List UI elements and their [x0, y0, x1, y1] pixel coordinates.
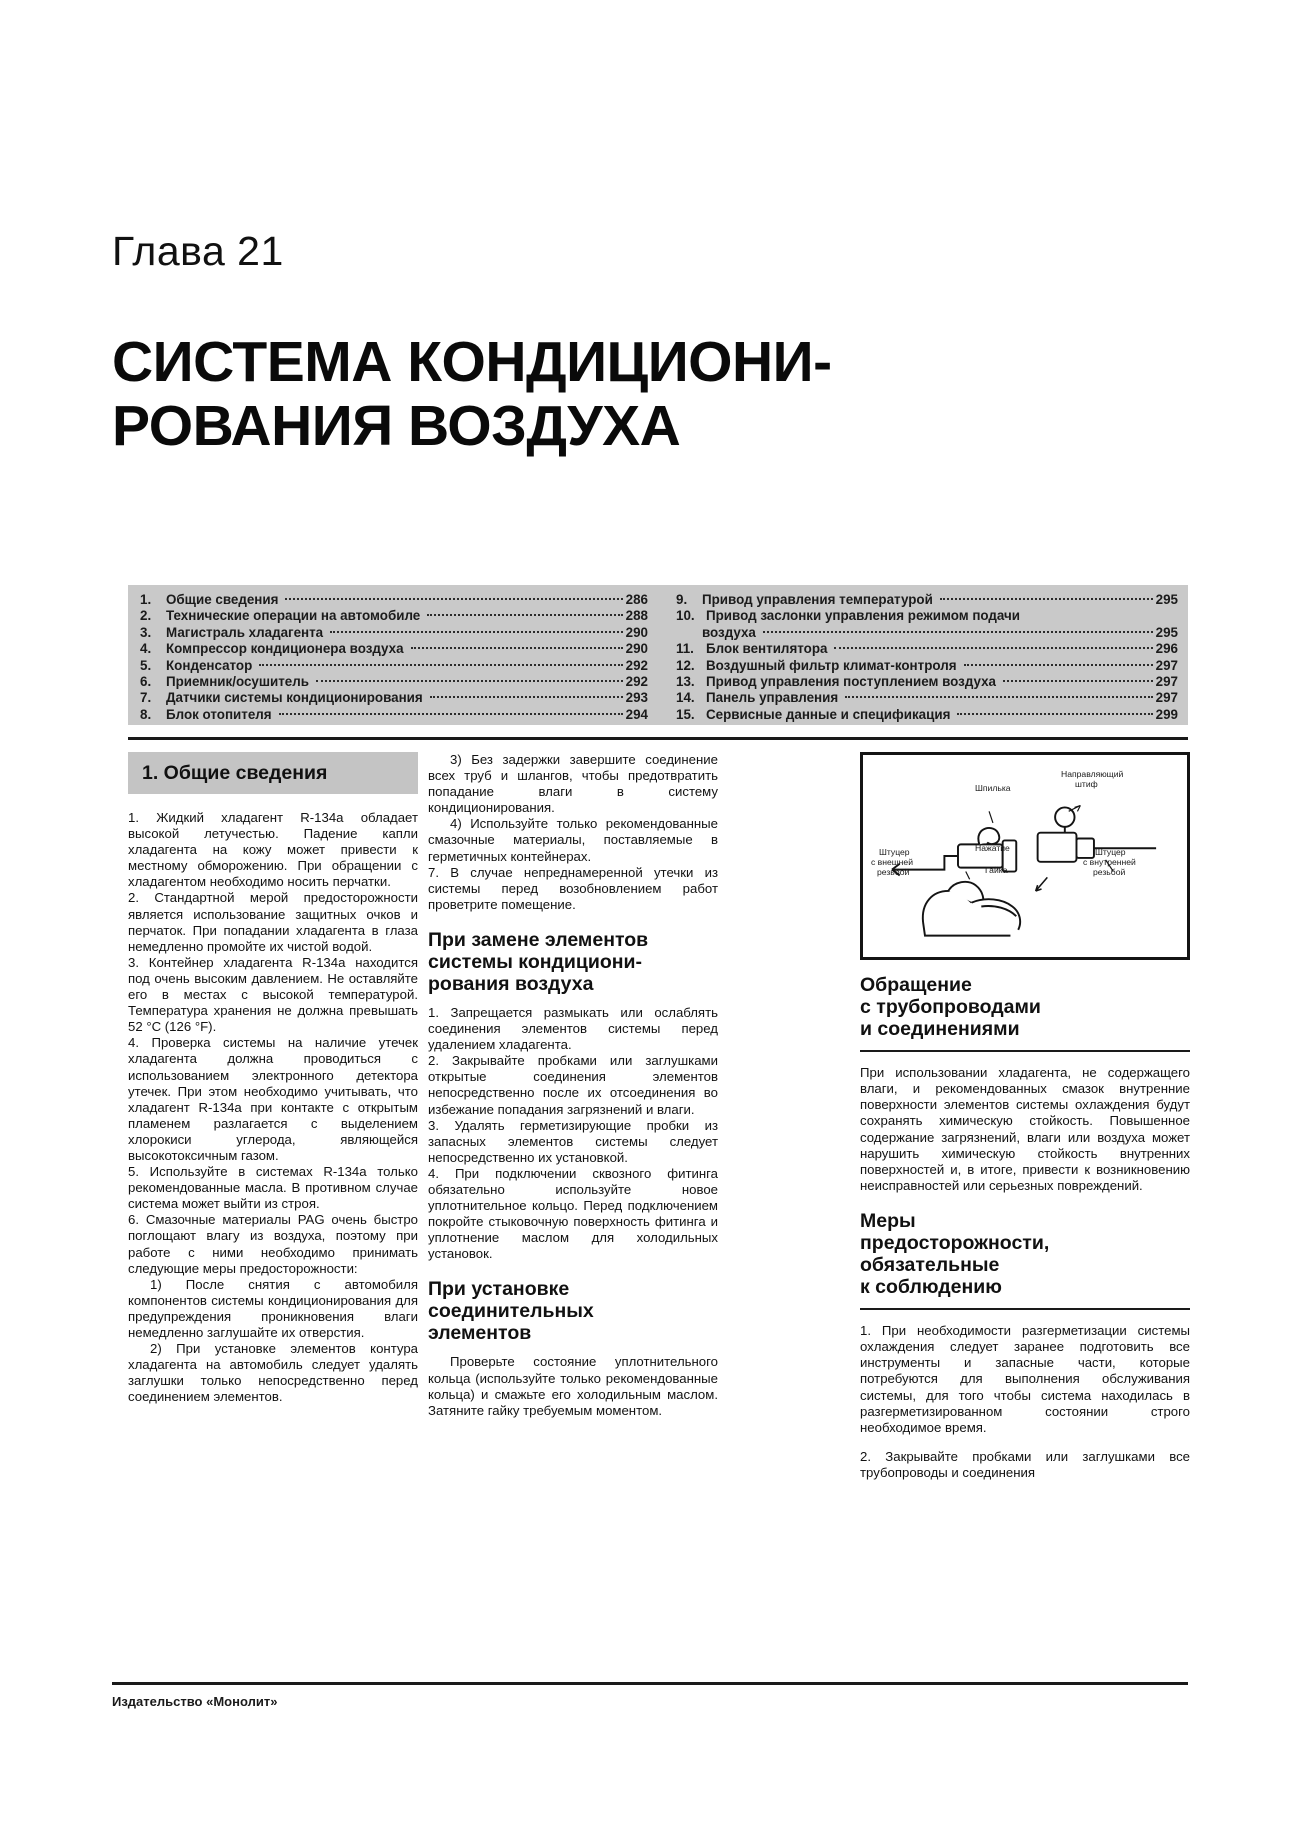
- toc-entry-number: 8.: [140, 706, 152, 722]
- paragraph: 6. Смазочные материалы PAG очень быстро поглощают влагу из воздуха, поэтому при работе с ними необходимо принимать следующие меры предосторожности:: [128, 1212, 418, 1276]
- paragraph: 1) После снятия с автомобиля компонентов системы кондиционирования для предупреждения проникновения влаги немедленно заглушайте их отверстия.: [128, 1276, 418, 1340]
- toc-entry-number: 2.: [140, 608, 152, 624]
- table-of-contents: [128, 585, 1188, 725]
- subheading-replacing-elements: [428, 929, 718, 995]
- section-heading-general: 1. Общие сведения: [128, 752, 418, 794]
- toc-entry-label: Привод заслонки управления режимом подачи: [706, 608, 1021, 624]
- toc-entry-number: 10.: [676, 608, 695, 624]
- toc-entry-number: 15.: [676, 706, 695, 722]
- toc-entry-label: Воздушный фильтр климат-контроля: [706, 657, 957, 673]
- subheading-line: к соблюдению: [860, 1275, 1002, 1298]
- toc-entry-leader: [330, 631, 623, 633]
- toc-column-left: [128, 592, 658, 725]
- subheading-line: с трубопроводами: [860, 996, 1041, 1018]
- figure-label-nut: Гайка: [985, 865, 1008, 875]
- subheading-line: Меры: [860, 1209, 916, 1232]
- body-column-3: [860, 974, 1190, 1494]
- body-column-2: [428, 752, 718, 1419]
- toc-entry[interactable]: [676, 674, 1178, 690]
- toc-entry-label: Привод управления поступлением воздуха: [706, 674, 997, 690]
- toc-entry-page: 290: [625, 624, 648, 640]
- toc-entry-label: Приемник/осушитель: [166, 674, 309, 690]
- toc-entry[interactable]: [140, 658, 648, 674]
- page-title: [112, 330, 1012, 459]
- figure-label-male-fitting-line-3: резьбой: [877, 867, 910, 877]
- toc-entry[interactable]: [676, 658, 1178, 674]
- toc-entry-page: 295: [1155, 592, 1178, 607]
- toc-entry-leader: [411, 647, 623, 649]
- toc-entry[interactable]: [676, 690, 1178, 706]
- paragraph: 2) При установке элементов контура хладагента на автомобиль следует удалять заглушки только непосредственно перед соединением элементов.: [128, 1341, 418, 1405]
- chapter-label: Глава 21: [112, 228, 284, 274]
- toc-entry-number: 14.: [676, 690, 695, 706]
- subheading-installing-connectors: [428, 1278, 718, 1344]
- toc-entry-number: 7.: [140, 690, 152, 706]
- paragraph: 2. Закрывайте пробками или заглушками открытые соединения элементов непосредственно после их отсоединения во избежание попадания загрязнений и влаги.: [428, 1053, 718, 1117]
- toc-entry-page: 296: [1155, 641, 1178, 657]
- subheading-line: обязательные: [860, 1253, 1000, 1276]
- toc-entry[interactable]: [676, 707, 1178, 723]
- page-title-line-1: СИСТЕМА КОНДИЦИОНИ-: [112, 330, 832, 394]
- toc-entry-label: Блок отопителя: [166, 706, 272, 722]
- toc-entry-leader: [285, 598, 622, 600]
- subheading-divider: [860, 1308, 1190, 1310]
- toc-entry-leader: [1003, 680, 1153, 682]
- toc-entry-leader: [964, 664, 1153, 666]
- figure-label-press: Нажатие: [975, 843, 1010, 853]
- toc-entry[interactable]: [140, 707, 648, 723]
- paragraph: 2. Закрывайте пробками или заглушками все трубопроводы и соединения: [860, 1448, 1190, 1481]
- toc-entry[interactable]: [676, 641, 1178, 657]
- header-divider: [128, 737, 1188, 740]
- toc-entry[interactable]: [140, 641, 648, 657]
- paragraph: 3. Удалять герметизирующие пробки из запасных элементов системы следует непосредственно их установкой.: [428, 1117, 718, 1165]
- toc-entry-label: Общие сведения: [166, 592, 279, 607]
- paragraph: 4) Используйте только рекомендованные смазочные материалы, поставляемые в герметичных контейнерах.: [428, 816, 718, 864]
- toc-entry-leader: [763, 631, 1153, 633]
- toc-entry-page: 288: [625, 608, 648, 624]
- toc-entry[interactable]: [676, 592, 1178, 608]
- toc-entry-page: 286: [625, 592, 648, 607]
- paragraph: 1. Жидкий хладагент R-134а обладает высокой летучестью. Падение капли хладагента на кожу может привести к местному обморожению. При обращении с хладагентом необходимо носить перчатки.: [128, 810, 418, 890]
- body-columns: [128, 752, 1188, 1672]
- subheading-line: системы кондициони-: [428, 950, 643, 973]
- toc-entry-number: 4.: [140, 641, 152, 657]
- toc-entry-leader: [279, 713, 623, 715]
- toc-entry[interactable]: [140, 608, 648, 624]
- figure-label-male-fitting-line-1: Штуцер: [879, 847, 910, 857]
- toc-entry-number: 3.: [140, 624, 152, 640]
- subheading-mandatory-precautions: [860, 1210, 1190, 1298]
- toc-entry-label: Привод управления температурой: [702, 592, 933, 607]
- toc-entry-number: 11.: [676, 641, 694, 657]
- toc-entry-page: 292: [625, 674, 648, 690]
- paragraph: 2. Стандартной мерой предосторожности является использование защитных очков и перчаток. При попадании хладагента в глаза немедленно промойте их чистой водой.: [128, 890, 418, 954]
- toc-entry-leader: [430, 696, 623, 698]
- toc-entry-label: Компрессор кондиционера воздуха: [166, 641, 404, 657]
- toc-entry[interactable]: [140, 690, 648, 706]
- paragraph: При использовании хладагента, не содержащего влаги, и рекомендованных смазок внутренние поверхности элементов системы охлаждения будут сохранять химическую стойкость. Повышенное содержание загрязнений, влаги или воздуха может нарушить химическую стойкость внутренних поверхностей и, в итоге, привести к возникновению неисправностей или серьезных повреждений.: [860, 1065, 1190, 1193]
- paragraph: 3) Без задержки завершите соединение всех труб и шлангов, чтобы предотвратить попадание влаги в систему кондиционирования.: [428, 752, 718, 816]
- toc-entry-label: Сервисные данные и спецификация: [706, 706, 951, 722]
- toc-entry[interactable]: [140, 625, 648, 641]
- body-column-1: [128, 752, 418, 1405]
- subheading-line: элементов: [428, 1322, 532, 1345]
- footer-divider: [112, 1682, 1188, 1685]
- toc-entry[interactable]: [676, 608, 1178, 624]
- toc-entry-page: 297: [1155, 690, 1178, 706]
- toc-column-right: [658, 592, 1188, 725]
- toc-entry-label: Конденсатор: [166, 657, 253, 673]
- subheading-line: рования воздуха: [428, 972, 594, 995]
- figure-label-stud: Шпилька: [975, 783, 1011, 793]
- toc-entry[interactable]: [140, 674, 648, 690]
- toc-entry-page: 292: [625, 657, 648, 673]
- figure-label-guide-pin-line-2: штиф: [1075, 779, 1098, 789]
- toc-entry-leader: [957, 713, 1152, 715]
- figure-pipe-connection: [860, 752, 1190, 960]
- paragraph: 4. Проверка системы на наличие утечек хладагента должна проводиться с использованием электронного детектора утечек. При этом необходимо учитывать, что хладагент R-134а при контакте с открытым пламенем разлагается с выделением хлорокиси углерода, являющейся высокотоксичным газом.: [128, 1035, 418, 1163]
- paragraph: 5. Используйте в системах R-134а только рекомендованные масла. В противном случае система может выйти из строя.: [128, 1164, 418, 1212]
- figure-label-female-fitting-line-2: с внутренней: [1083, 857, 1136, 867]
- toc-entry-label: Технические операции на автомобиле: [166, 608, 421, 624]
- toc-entry-number: 13.: [676, 674, 695, 690]
- subheading-line: Обращение: [860, 974, 972, 996]
- paragraph: 1. При необходимости разгерметизации системы охлаждения следует заранее подготовить все инструменты и запасные части, которые потребуются для выполнения обслуживания системы, для того чтобы система находилась в разгерметизированном состоянии строго необходимое время.: [860, 1323, 1190, 1435]
- toc-entry-leader: [259, 664, 622, 666]
- figure-label-female-fitting-line-3: резьбой: [1093, 867, 1126, 877]
- toc-entry-label: Панель управления: [706, 690, 839, 706]
- toc-entry-page: 290: [625, 641, 648, 657]
- toc-entry-leader: [845, 696, 1152, 698]
- toc-entry[interactable]: [140, 592, 648, 608]
- toc-entry-page: 293: [625, 690, 648, 706]
- paragraph: 7. В случае непреднамеренной утечки из системы перед возобновлением работ проветрите помещение.: [428, 864, 718, 912]
- toc-entry-number: 1.: [140, 592, 152, 607]
- toc-entry-label: воздуха: [702, 624, 756, 640]
- toc-entry-label: Датчики системы кондиционирования: [166, 690, 423, 706]
- paragraph: 1. Запрещается размыкать или ослаблять соединения элементов системы перед удалением хладагента.: [428, 1004, 718, 1053]
- toc-entry-page: 295: [1155, 624, 1178, 640]
- toc-entry-leader: [834, 647, 1152, 649]
- footer-publisher: Издательство «Монолит»: [112, 1694, 278, 1709]
- figure-label-guide-pin-line-1: Направляющий: [1061, 769, 1124, 779]
- paragraph: Проверьте состояние уплотнительного кольца (используйте только рекомендованные кольца) и смажьте его холодильным маслом. Затяните гайку требуемым моментом.: [428, 1354, 718, 1418]
- toc-entry-page: 299: [1155, 706, 1178, 722]
- toc-entry-leader: [316, 680, 623, 682]
- toc-entry-page: 297: [1155, 674, 1178, 690]
- toc-entry-label: Блок вентилятора: [706, 641, 828, 657]
- toc-entry-number: 6.: [140, 674, 152, 690]
- subheading-line: соединительных: [428, 1300, 594, 1323]
- toc-entry-leader: [427, 614, 622, 616]
- subheading-line: и соединениями: [860, 1018, 1020, 1040]
- toc-entry[interactable]: [676, 625, 1178, 641]
- toc-entry-page: 297: [1155, 657, 1178, 673]
- toc-entry-page: 294: [625, 706, 648, 722]
- toc-entry-number: 9.: [676, 592, 688, 607]
- page-title-line-2: РОВАНИЯ ВОЗДУХА: [112, 394, 681, 459]
- subheading-line: При замене элементов: [428, 928, 649, 951]
- toc-entry-number: 12.: [676, 657, 695, 673]
- subheading-line: предосторожности,: [860, 1231, 1050, 1254]
- figure-label-male-fitting-line-2: с внешней: [871, 857, 913, 867]
- paragraph: 3. Контейнер хладагента R-134а находится под очень высоким давлением. Не оставляйте его в местах с высокой температурой. Температура хранения не должна превышать 52 °C (126 °F).: [128, 954, 418, 1035]
- pipe-connection-diagram: [863, 755, 1187, 957]
- subheading-line: При установке: [428, 1278, 570, 1301]
- subheading-divider: [860, 1050, 1190, 1052]
- paragraph: 4. При подключении сквозного фитинга обязательно используйте новое уплотнительное кольцо. Перед подключением покройте стыковочную поверхность фитинга и уплотнение маслом для холодильных установок.: [428, 1165, 718, 1262]
- subheading-handling-pipes: [860, 974, 1190, 1040]
- toc-entry-number: 5.: [140, 657, 152, 673]
- toc-entry-leader: [940, 598, 1153, 600]
- toc-entry-label: Магистраль хладагента: [166, 624, 324, 640]
- figure-label-female-fitting-line-1: Штуцер: [1095, 847, 1126, 857]
